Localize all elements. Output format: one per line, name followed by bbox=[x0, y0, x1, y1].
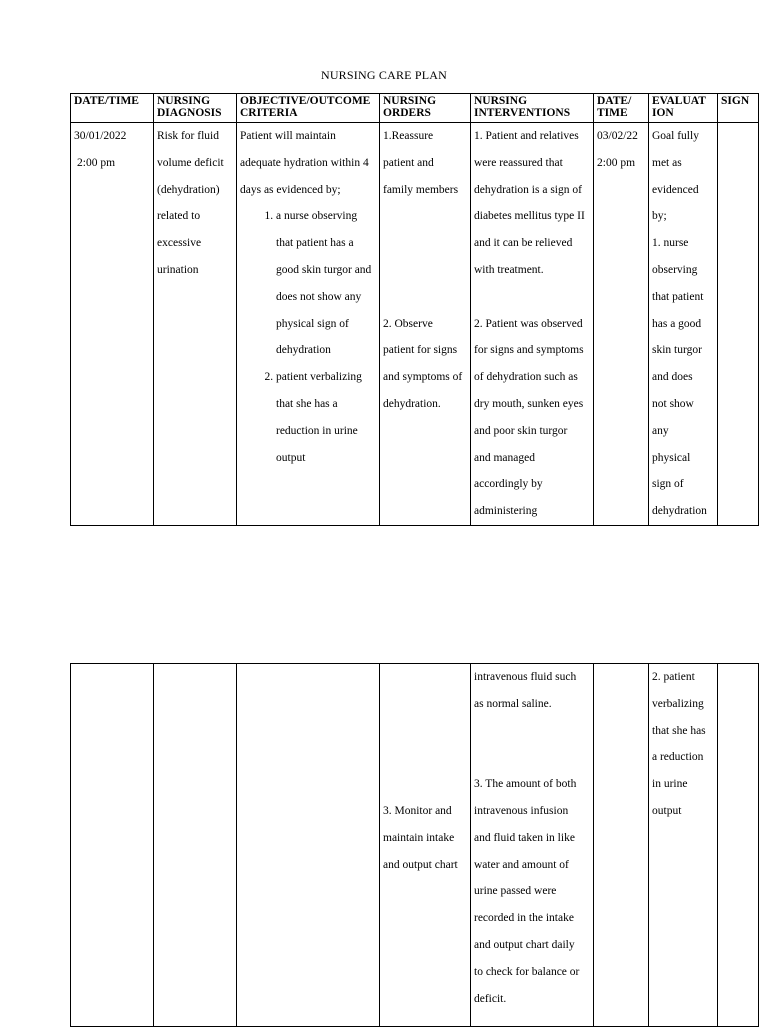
time-value: 2:00 pm bbox=[77, 156, 116, 169]
cell-evaluation bbox=[649, 123, 718, 526]
cell-objective bbox=[237, 123, 380, 526]
table-row bbox=[71, 664, 759, 1027]
cell-diagnosis bbox=[154, 123, 237, 526]
cell-diagnosis bbox=[154, 664, 237, 1027]
objective-criteria-list bbox=[240, 203, 376, 471]
evaluation-text: Goal fully met as evidenced by; 1. nurse observing that patient has a good skin turgor and does not show any physical sign of dehydration bbox=[652, 130, 707, 518]
cell-datetime bbox=[71, 664, 154, 1027]
list-item: 2. patient verbalizing that she has a reduction in urine output bbox=[276, 364, 376, 471]
header-row bbox=[71, 94, 759, 123]
cell-interventions bbox=[471, 123, 594, 526]
cell-sign bbox=[718, 664, 759, 1027]
cell-datetime bbox=[71, 123, 154, 526]
intervention-1: 1. Patient and relatives were reassured that dehydration is a sign of diabetes mellitus type II and it can be relieved with treatment. bbox=[474, 130, 585, 276]
cell-orders bbox=[380, 664, 471, 1027]
order-1: 1.Reassure patient and family members bbox=[383, 130, 459, 196]
cell-sign bbox=[718, 123, 759, 526]
intervention-3: 3. The amount of both intravenous infusion and fluid taken in like water and amount of urine passed were recorded in the intake and output chart daily to check for balance or deficit. bbox=[474, 778, 580, 1005]
table-row bbox=[71, 123, 759, 526]
care-plan-table-page-1 bbox=[70, 93, 759, 526]
header-eval-datetime: DATE/ TIME bbox=[594, 94, 649, 123]
eval-date-value: 03/02/22 bbox=[597, 130, 638, 142]
header-nursing-diagnosis: NURSING DIAGNOSIS bbox=[154, 94, 237, 123]
intervention-2: 2. Patient was observed for signs and symptoms of dehydration such as dry mouth, sunken eyes and poor skin turgor and managed accordingly by administering bbox=[474, 317, 584, 518]
date-value: 30/01/2022 bbox=[74, 130, 127, 142]
cell-evaluation bbox=[649, 664, 718, 1027]
cell-objective bbox=[237, 664, 380, 1027]
list-item: 1. a nurse observing that patient has a good skin turgor and does not show any physical sign of dehydration bbox=[276, 203, 376, 364]
header-evaluation: EVALUAT ION bbox=[649, 94, 718, 123]
objective-intro: Patient will maintain adequate hydration within 4 days as evidenced by; bbox=[240, 130, 369, 196]
cell-interventions bbox=[471, 664, 594, 1027]
header-objective-criteria: OBJECTIVE/OUTCOME CRITERIA bbox=[237, 94, 380, 123]
intervention-continued: intravenous fluid such as normal saline. bbox=[474, 671, 577, 710]
care-plan-table-page-2 bbox=[70, 663, 759, 1027]
order-2: 2. Observe patient for signs and symptoms of dehydration. bbox=[383, 317, 463, 410]
order-3: 3. Monitor and maintain intake and output chart bbox=[383, 804, 458, 871]
header-nursing-interventions: NURSING INTERVENTIONS bbox=[471, 94, 594, 123]
header-sign: SIGN bbox=[718, 94, 759, 123]
cell-eval-datetime bbox=[594, 664, 649, 1027]
header-datetime: DATE/TIME bbox=[71, 94, 154, 123]
page-title: NURSING CARE PLAN bbox=[320, 68, 448, 82]
cell-eval-datetime bbox=[594, 123, 649, 526]
evaluation-text-2: 2. patient verbalizing that she has a reduction in urine output bbox=[652, 671, 706, 817]
header-nursing-orders: NURSING ORDERS bbox=[380, 94, 471, 123]
cell-orders bbox=[380, 123, 471, 526]
diagnosis-text: Risk for fluid volume deficit (dehydration) related to excessive urination bbox=[157, 130, 224, 276]
eval-time-value: 2:00 pm bbox=[597, 156, 636, 169]
